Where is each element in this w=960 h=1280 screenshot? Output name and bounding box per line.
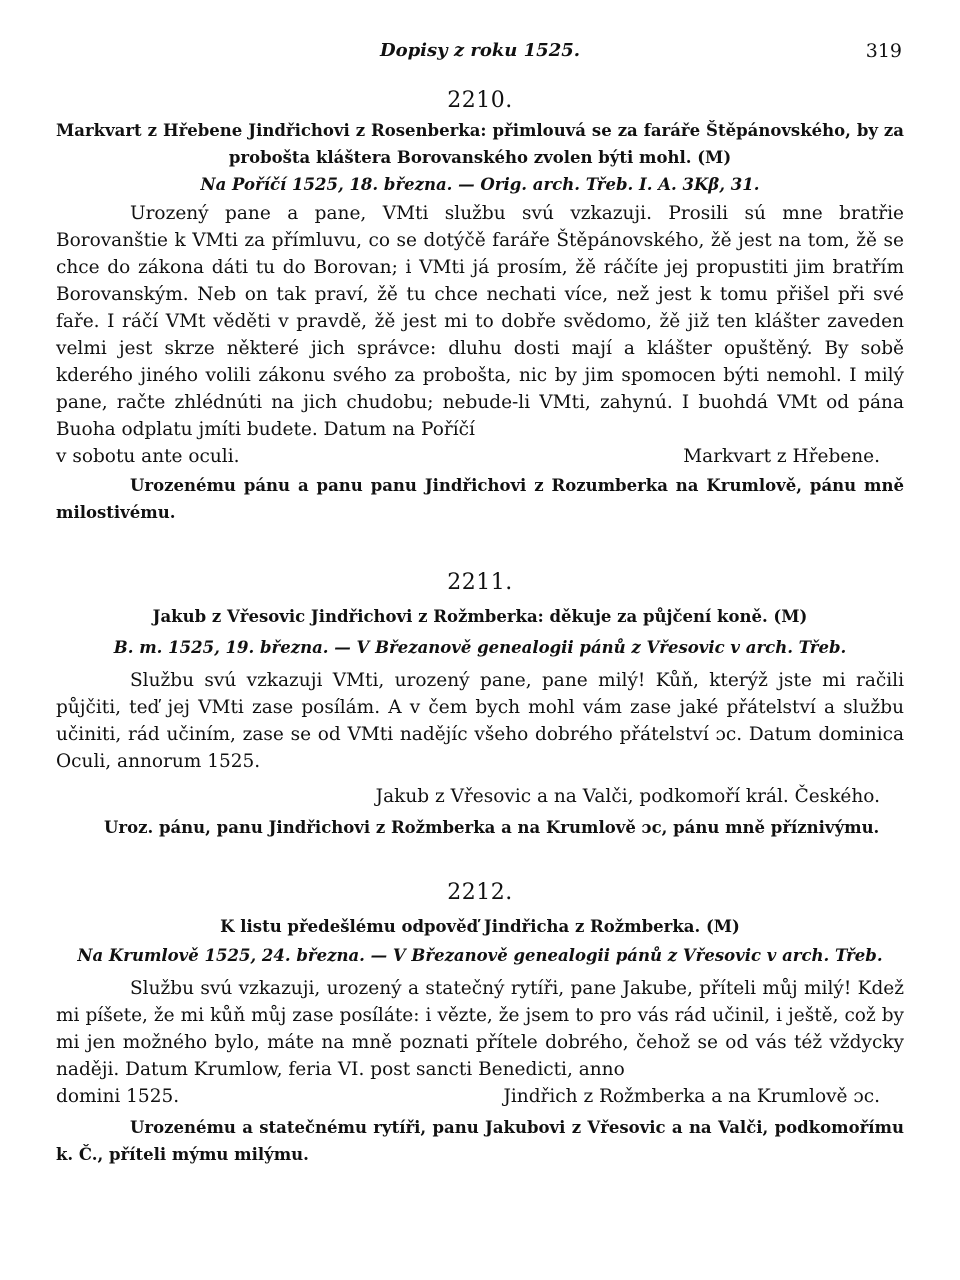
running-head — [0, 36, 960, 76]
closing-line — [56, 443, 904, 470]
letter-address: Urozenému pánu a panu panu Jindřichovi z Rozumberka na Krumlově, pánu mně milostivému. — [56, 476, 904, 522]
letter-signature: Markvart z Hřebene. — [683, 446, 880, 467]
letter-source: B. m. 1525, 19. března. — V Březanově genealogii pánů z Vřesovic v arch. Třeb. — [113, 638, 847, 657]
letter-summary: Markvart z Hřebene Jindřichovi z Rosenberka: přimlouvá se za faráře Štěpánovského, by za probošta kláštera Borovanského zvolen býti mohl. (M) — [56, 121, 904, 167]
letter-signature: Jakub z Vřesovic a na Valči, podkomoří král. Českého. — [375, 786, 880, 807]
letter-2211 — [56, 570, 904, 841]
letter-address: Urozenému a statečnému rytíři, panu Jakubovi z Vřesovic a na Valči, podkomořímu k. Č., příteli mýmu milýmu. — [56, 1118, 904, 1164]
letter-date: v sobotu ante oculi. — [56, 446, 240, 467]
letter-number: 2210. — [447, 88, 513, 113]
letter-address: Uroz. pánu, panu Jindřichovi z Rožmberka a na Krumlově ɔc, pánu mně příznivýmu. — [104, 818, 880, 837]
letter-source: Na Poříčí 1525, 18. března. — Orig. arch. Třeb. I. A. 3Kβ, 31. — [200, 175, 760, 194]
running-title: Dopisy z roku 1525. — [379, 40, 581, 61]
closing-line — [56, 1083, 904, 1110]
letter-2212 — [56, 880, 904, 1168]
letter-date: domini 1525. — [56, 1086, 180, 1107]
letter-body: Urozený pane a pane, VMti službu svú vzkazuji. Prosili sú mne bratřie Borovanštie k VMti za přímluvu, co se dotýčě faráře Štěpánovského, žě jest na tom, žě se chce do zákona dáti tu do Borovan; i VMti já prosím, žě ráčíte jej propustiti jim bratřím Borovanským. Neb on tak praví, žě tu chce nechati více, než jest k tomu přišel při své faře. I ráčí VMt věděti v pravdě, žě jest mi to dobře svědomo, žě již ten klášter zaveden velmi jest skrze některé jich správce: dluhu dosti mají a klášter opuštěný. By sobě kderého jiného volili zákonu svého za probošta, nic by jim spomocen býti nemohl. I milý pane, račte zhlédnúti na jich chudobu; nebude-li VMti, zahynú. I buohdá VMt od pána Buoha odplatu jmíti budete. Datum na Poříčí — [56, 203, 904, 440]
letter-2210 — [56, 88, 904, 526]
letter-summary: Jakub z Vřesovic Jindřichovi z Rožmberka: děkuje za půjčení koně. (M) — [152, 607, 808, 626]
letter-signature: Jindřich z Rožmberka a na Krumlově ɔc. — [503, 1086, 880, 1107]
closing-line — [56, 783, 904, 810]
page-number: 319 — [865, 40, 902, 62]
letter-summary: K listu předešlému odpověď Jindřicha z Rožmberka. (M) — [220, 917, 740, 936]
letter-number: 2211. — [447, 570, 513, 595]
letter-source: Na Krumlově 1525, 24. března. — V Březanově genealogii pánů z Vřesovic v arch. Třeb. — [77, 946, 883, 965]
letter-body: Službu svú vzkazuji VMti, urozený pane, pane milý! Kůň, kterýž jste mi račili půjčiti, teď jej VMti zase posílám. A v čem bych mohl vám zase jaké přátelství a službu učiniti, rád učiním, zase se od VMti nadějíc všeho dobrého přátelství ɔc. Datum dominica Oculi, annorum 1525. — [56, 670, 904, 772]
letter-number: 2212. — [447, 880, 513, 905]
letter-body: Službu svú vzkazuji, urozený a statečný rytíři, pane Jakube, příteli můj milý! Kdež mi píšete, že mi kůň můj zase posíláte: i vězte, že jsem to pro vás rád učinil, i ještě, což by mi jen možného bylo, máte na mně poznati přítele dobrého, čehož se od vás též vždycky naději. Datum Krumlow, feria VI. post sancti Benedicti, anno — [56, 978, 904, 1080]
